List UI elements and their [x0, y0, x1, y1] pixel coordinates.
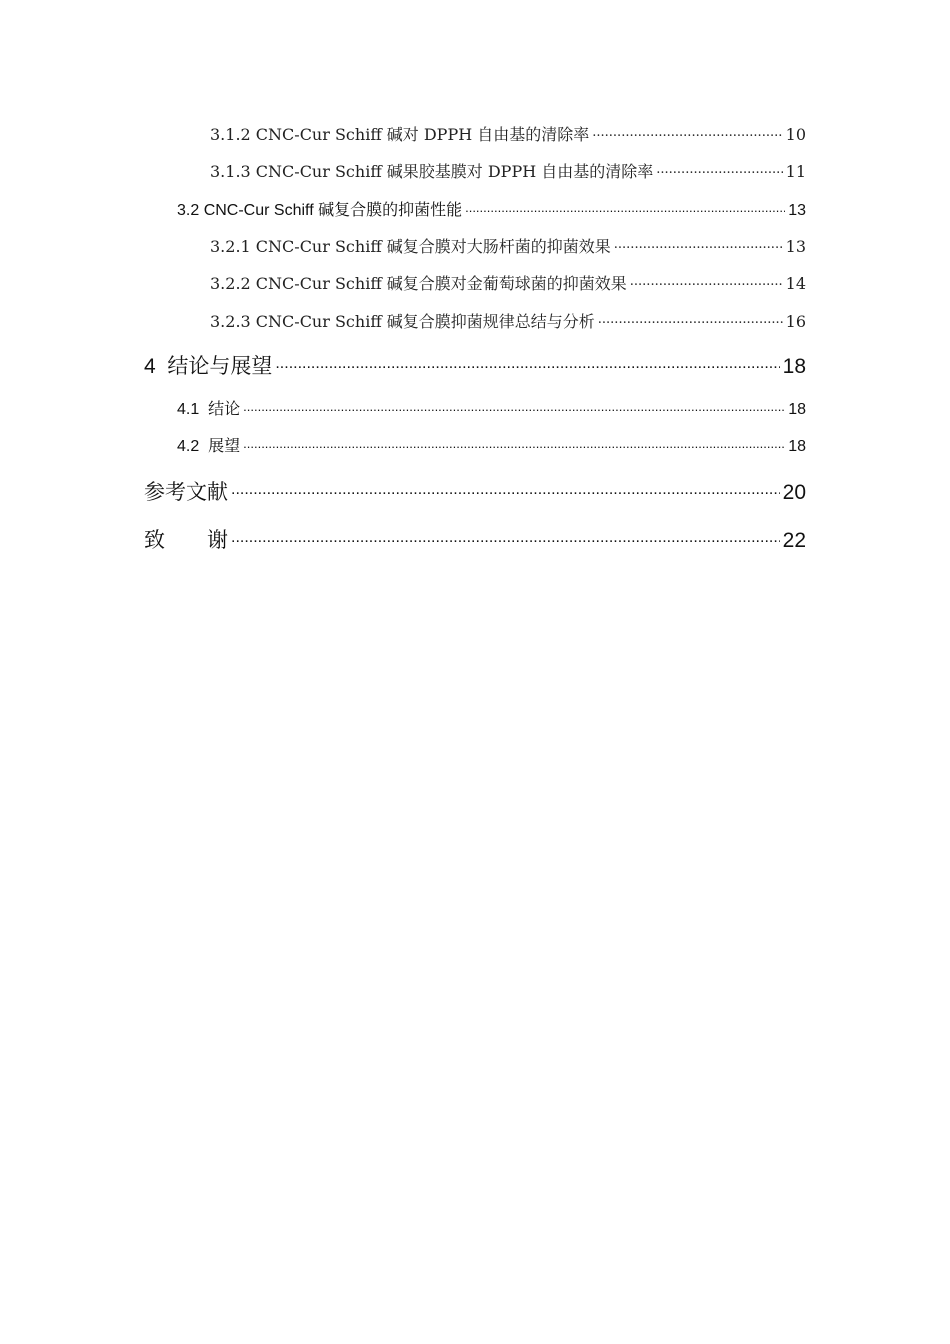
toc-leader-dots [231, 526, 780, 547]
toc-entry-page: 20 [782, 481, 806, 504]
toc-entry-page: 16 [785, 312, 806, 331]
toc-entry-page: 22 [782, 529, 806, 552]
toc-leader-dots [243, 435, 785, 451]
toc-entry-title: 4.2 展望 [177, 438, 241, 455]
toc-entry-3-1-2[interactable] [210, 122, 806, 145]
toc-entry-title: 3.2.3 CNC-Cur Schiff 碱复合膜抑菌规律总结与分析 [210, 312, 595, 331]
toc-entry-acknowledgements[interactable] [144, 524, 806, 554]
toc-leader-dots [598, 311, 783, 327]
toc-entry-page: 11 [785, 162, 806, 181]
toc-entry-title: 3.2 CNC-Cur Schiff 碱复合膜的抑菌性能 [177, 202, 463, 219]
toc-leader-dots [630, 273, 783, 289]
toc-entry-page: 14 [785, 274, 806, 293]
toc-entry-4-2[interactable] [177, 433, 806, 456]
toc-entry-title [144, 524, 228, 554]
toc-entry-references[interactable] [144, 476, 806, 506]
toc-entry-page: 18 [782, 355, 806, 378]
ack-char-1: 致 [144, 529, 165, 552]
toc-entry-title: 3.2.1 CNC-Cur Schiff 碱复合膜对大肠杆菌的抑菌效果 [210, 237, 611, 256]
toc-leader-dots [592, 124, 782, 140]
toc-leader-dots [231, 478, 780, 499]
toc-leader-dots [465, 199, 785, 215]
toc-entry-page: 18 [788, 401, 806, 418]
ack-char-2: 谢 [207, 529, 228, 552]
toc-entry-page: 13 [785, 237, 806, 256]
toc-leader-dots [243, 398, 785, 414]
toc-entry-3-2-2[interactable] [210, 271, 806, 294]
toc-entry-title: 3.1.2 CNC-Cur Schiff 碱对 DPPH 自由基的清除率 [210, 125, 590, 144]
toc-entry-title: 3.1.3 CNC-Cur Schiff 碱果胶基膜对 DPPH 自由基的清除率 [210, 162, 654, 181]
toc-leader-dots [614, 236, 783, 252]
toc-entry-page: 18 [788, 438, 806, 455]
toc-entry-3-2[interactable] [177, 197, 806, 220]
toc-entry-page: 13 [788, 202, 806, 219]
toc-leader-dots [275, 352, 779, 373]
toc-entry-3-1-3[interactable] [210, 159, 806, 182]
toc-entry-page: 10 [785, 125, 806, 144]
toc-entry-title: 4 结论与展望 [144, 355, 273, 378]
toc-entry-title: 3.2.2 CNC-Cur Schiff 碱复合膜对金葡萄球菌的抑菌效果 [210, 274, 627, 293]
toc-entry-4-1[interactable] [177, 396, 806, 419]
toc-entry-title: 4.1 结论 [177, 401, 241, 418]
toc-leader-dots [656, 161, 782, 177]
toc-entry-3-2-3[interactable] [210, 309, 806, 332]
toc-entry-3-2-1[interactable] [210, 234, 806, 257]
toc-entry-chapter-4[interactable] [144, 350, 806, 380]
toc-entry-title: 参考文献 [144, 481, 228, 504]
